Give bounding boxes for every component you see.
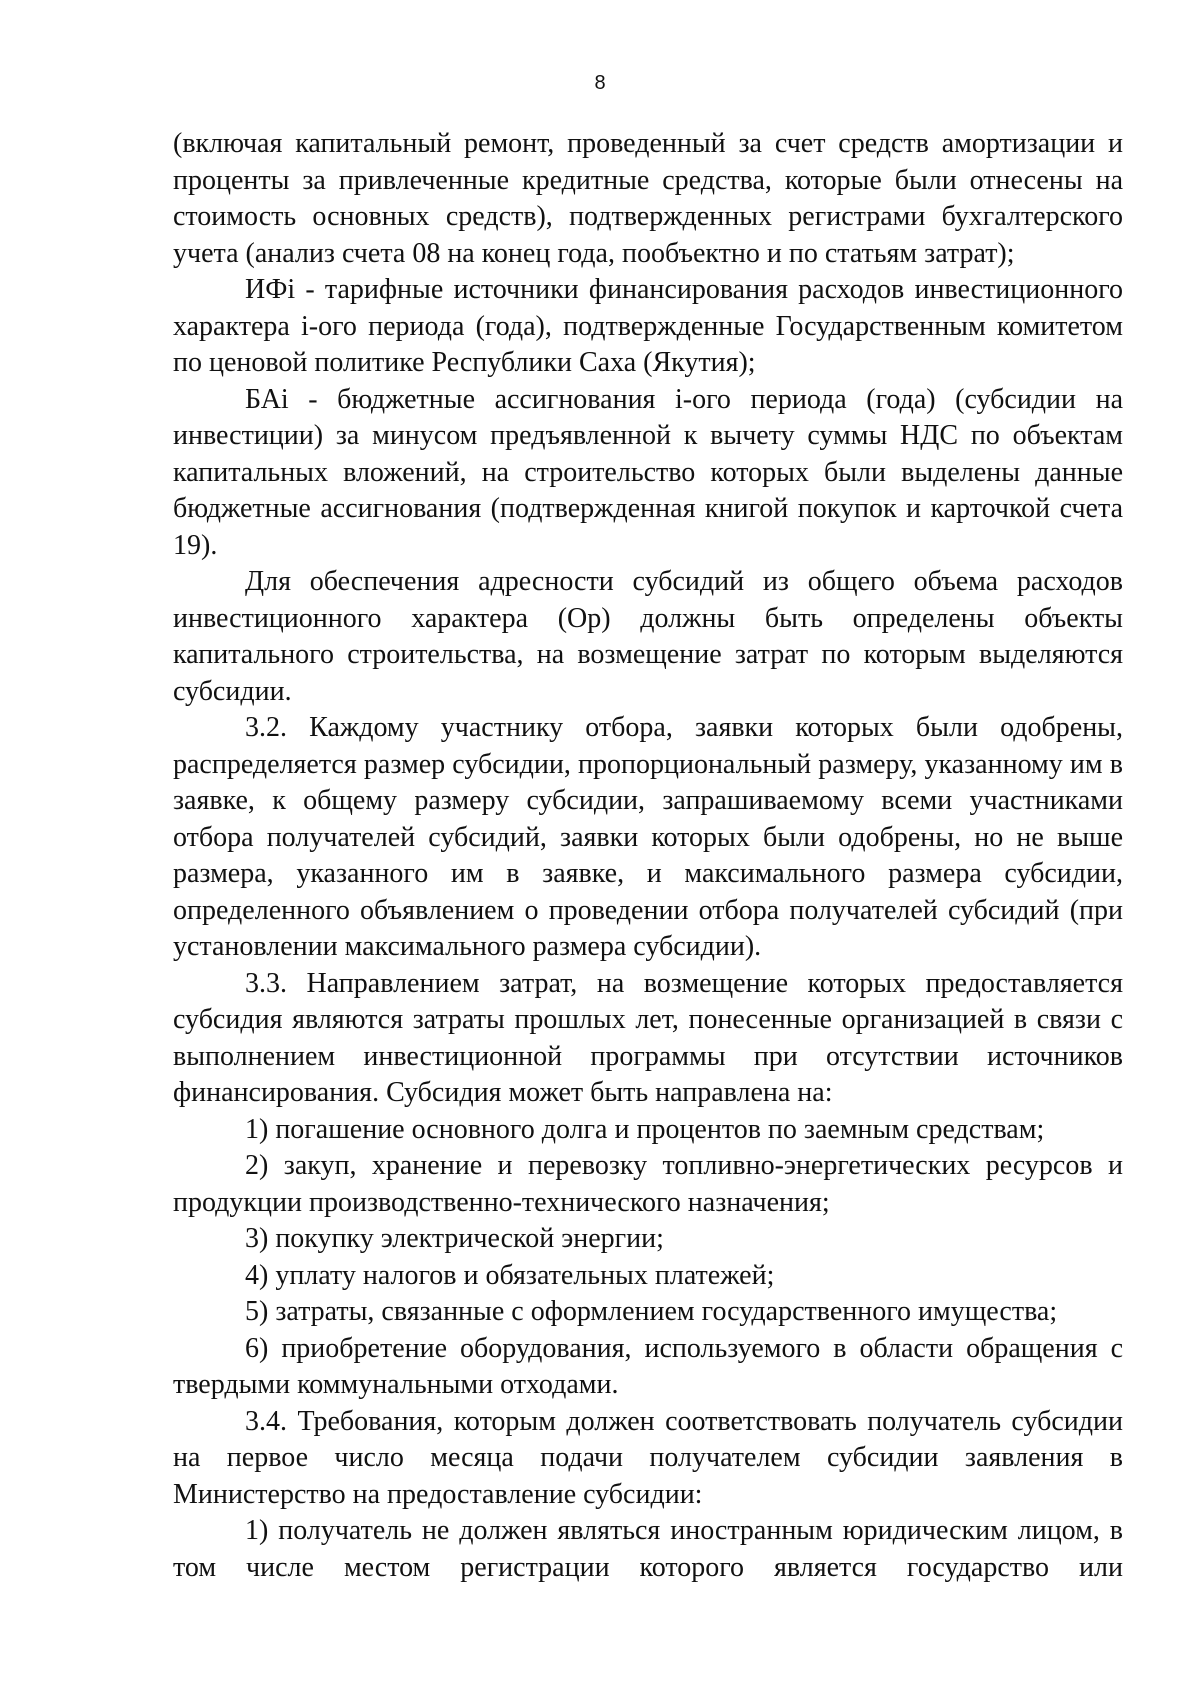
- document-body: [173, 126, 1123, 1586]
- list-item-5: 5) затраты, связанные с оформлением государственного имущества;: [245, 1296, 1058, 1327]
- paragraph-subsidy-targeting: Для обеспечения адресности субсидий из общего объема расходов инвестиционного характера (Ор) должны быть определены объекты капитального строительства, на возмещение затрат по которым выделяются субсидии.: [173, 566, 1123, 707]
- list-item-3: 3) покупку электрической энергии;: [245, 1223, 664, 1254]
- paragraph-ba-definition: БАi - бюджетные ассигнования i-ого периода (года) (субсидии на инвестиции) за минусом предъявленной к вычету суммы НДС по объектам капитальных вложений, на строительство которых были выделены данные бюджетные ассигнования (подтвержденная книгой покупок и карточкой счета 19).: [173, 383, 1123, 561]
- list-item-6: 6) приобретение оборудования, используемого в области обращения с твердыми коммунальными отходами.: [173, 1332, 1123, 1400]
- paragraph-3-4: 3.4. Требования, которым должен соответствовать получатель субсидии на первое число месяца подачи получателем субсидии заявления в Министерство на предоставление субсидии:: [173, 1405, 1123, 1510]
- paragraph-3-3: 3.3. Направлением затрат, на возмещение которых предоставляется субсидия являются затраты прошлых лет, понесенные организацией в связи с выполнением инвестиционной программы при отсутствии источников финансирования. Субсидия может быть направлена на:: [173, 967, 1123, 1108]
- requirement-item-1: 1) получатель не должен являться иностранным юридическим лицом, в том числе местом регистрации которого является государство или: [173, 1515, 1123, 1583]
- paragraph-3-2: 3.2. Каждому участнику отбора, заявки которых были одобрены, распределяется размер субсидии, пропорциональный размеру, указанному им в заявке, к общему размеру субсидии, запрашиваемому всеми участниками отбора получателей субсидий, заявки которых были одобрены, но не выше размера, указанного им в заявке, и максимального размера субсидии, определенного объявлением о проведении отбора получателей субсидий (при установлении максимального размера субсидии).: [173, 712, 1123, 962]
- paragraph-continuation: (включая капитальный ремонт, проведенный за счет средств амортизации и проценты за привлеченные кредитные средства, которые были отнесены на стоимость основных средств), подтвержденных регистрами бухгалтерского учета (анализ счета 08 на конец года, пообъектно и по статьям затрат);: [173, 128, 1123, 269]
- list-item-4: 4) уплату налогов и обязательных платежей;: [245, 1259, 775, 1291]
- page-number: 8: [594, 72, 606, 94]
- paragraph-if-definition: ИФi - тарифные источники финансирования расходов инвестиционного характера i-ого периода (года), подтвержденные Государственным комитетом по ценовой политике Республики Саха (Якутия);: [173, 274, 1123, 378]
- list-item-1: 1) погашение основного долга и процентов по заемным средствам;: [245, 1113, 1045, 1145]
- list-item-2: 2) закуп, хранение и перевозку топливно-энергетических ресурсов и продукции производственно-технического назначения;: [173, 1150, 1123, 1218]
